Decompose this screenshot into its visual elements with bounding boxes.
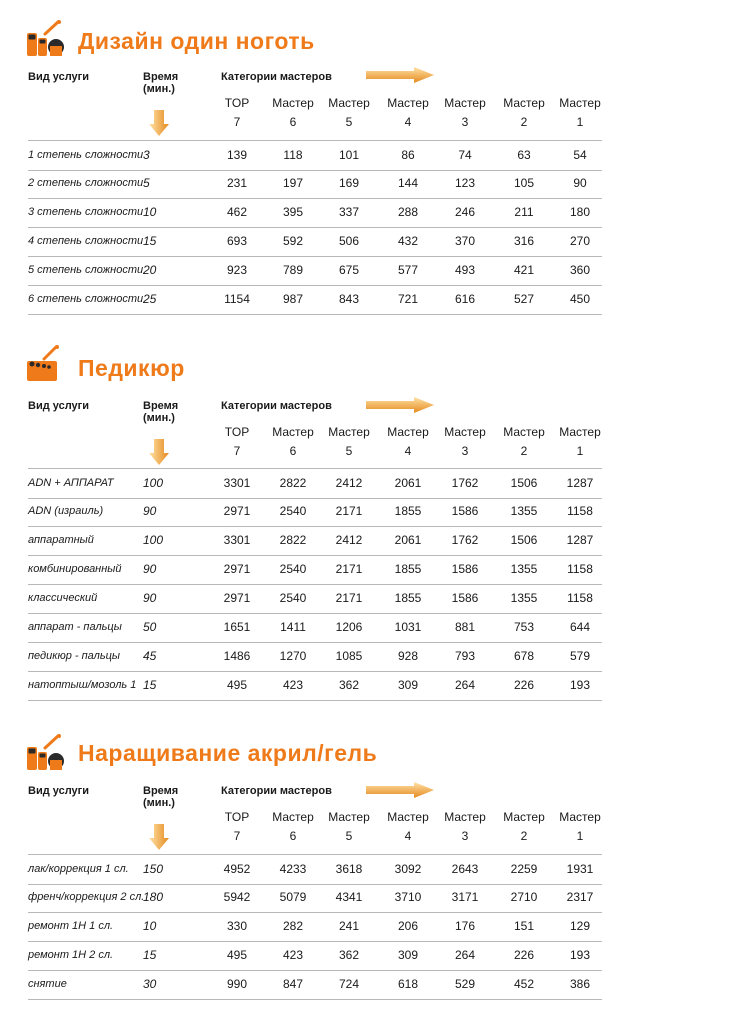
price-cell: 316 bbox=[513, 234, 535, 248]
service-name: снятие bbox=[28, 978, 67, 990]
price-cell: 753 bbox=[513, 620, 535, 634]
column-header-number: 1 bbox=[576, 115, 584, 129]
table-row bbox=[28, 140, 602, 171]
column-header-title: Мастер bbox=[272, 810, 314, 824]
price-cell: 1355 bbox=[510, 562, 538, 576]
service-name: френч/коррекция 2 сл. bbox=[28, 891, 145, 903]
price-cell: 1855 bbox=[394, 504, 422, 518]
table-row bbox=[28, 468, 602, 499]
service-time: 90 bbox=[143, 504, 157, 518]
price-cell: 246 bbox=[454, 205, 476, 219]
column-header-title: Мастер bbox=[328, 810, 370, 824]
price-cell: 2971 bbox=[223, 504, 251, 518]
price-cell: 264 bbox=[454, 678, 476, 692]
price-cell: 2061 bbox=[394, 533, 422, 547]
table-row bbox=[28, 256, 602, 286]
price-cell: 789 bbox=[282, 263, 304, 277]
column-header-number: 3 bbox=[461, 115, 469, 129]
service-time: 90 bbox=[143, 562, 157, 576]
service-time: 15 bbox=[143, 234, 157, 248]
price-cell: 5079 bbox=[279, 890, 307, 904]
price-cell: 226 bbox=[513, 678, 535, 692]
service-time: 25 bbox=[143, 292, 157, 306]
price-cell: 1355 bbox=[510, 504, 538, 518]
price-cell: 923 bbox=[226, 263, 248, 277]
price-cell: 2971 bbox=[223, 591, 251, 605]
price-cell: 2540 bbox=[279, 504, 307, 518]
column-header-number: 5 bbox=[345, 115, 353, 129]
column-header-number: 5 bbox=[345, 444, 353, 458]
header-service: Вид услуги bbox=[28, 785, 90, 797]
service-time: 3 bbox=[143, 148, 150, 162]
column-header-number: 5 bbox=[345, 829, 353, 843]
column-header-number: 1 bbox=[576, 444, 584, 458]
price-cell: 721 bbox=[397, 292, 419, 306]
arrow-down-icon bbox=[149, 439, 169, 465]
service-name: классический bbox=[28, 592, 98, 604]
column-header-title: Мастер bbox=[444, 96, 486, 110]
column-header-number: 3 bbox=[461, 829, 469, 843]
column-header-title: Мастер bbox=[503, 96, 545, 110]
price-cell: 1287 bbox=[566, 476, 594, 490]
service-name: 2 степень сложности bbox=[28, 177, 144, 189]
price-cell: 144 bbox=[397, 176, 419, 190]
price-cell: 3710 bbox=[394, 890, 422, 904]
table-row bbox=[28, 555, 602, 585]
service-time: 150 bbox=[143, 862, 164, 876]
price-cell: 529 bbox=[454, 977, 476, 991]
price-cell: 1154 bbox=[224, 292, 250, 306]
table-row bbox=[28, 169, 602, 199]
price-cell: 592 bbox=[282, 234, 304, 248]
header-time-line2: (мин.) bbox=[143, 83, 175, 95]
column-header-number: 2 bbox=[520, 829, 528, 843]
service-time: 15 bbox=[143, 948, 157, 962]
price-cell: 1031 bbox=[394, 620, 422, 634]
service-name: 4 степень сложности bbox=[28, 235, 144, 247]
price-cell: 1158 bbox=[567, 591, 593, 605]
column-header-title: Мастер bbox=[503, 425, 545, 439]
price-cell: 2540 bbox=[279, 591, 307, 605]
table-row bbox=[28, 941, 602, 971]
price-cell: 1158 bbox=[567, 504, 593, 518]
table-row bbox=[28, 285, 602, 315]
price-cell: 211 bbox=[514, 205, 534, 219]
nail-extension-icon bbox=[26, 734, 70, 770]
table-row bbox=[28, 912, 602, 942]
price-cell: 1762 bbox=[451, 533, 479, 547]
service-time: 5 bbox=[143, 176, 150, 190]
column-header-title: Мастер bbox=[559, 96, 601, 110]
column-header-title: Мастер bbox=[328, 425, 370, 439]
price-cell: 1287 bbox=[566, 533, 594, 547]
price-cell: 3618 bbox=[335, 862, 363, 876]
price-cell: 74 bbox=[458, 148, 472, 162]
column-header-title: Мастер bbox=[559, 425, 601, 439]
price-cell: 843 bbox=[338, 292, 360, 306]
service-name: ADN (израиль) bbox=[28, 505, 104, 517]
header-time-line2: (мин.) bbox=[143, 797, 175, 809]
column-header-number: 4 bbox=[404, 115, 412, 129]
header-time-line2: (мин.) bbox=[143, 412, 175, 424]
header-time-line1: Время bbox=[143, 71, 179, 83]
price-cell: 4341 bbox=[335, 890, 363, 904]
column-header-title: TOP bbox=[224, 96, 250, 110]
price-cell: 2822 bbox=[279, 476, 307, 490]
arrow-right-icon bbox=[366, 67, 434, 83]
price-cell: 129 bbox=[569, 919, 591, 933]
price-cell: 506 bbox=[338, 234, 360, 248]
price-cell: 3301 bbox=[223, 533, 251, 547]
price-cell: 2412 bbox=[335, 476, 363, 490]
column-header-title: Мастер bbox=[387, 810, 429, 824]
service-name: комбинированный bbox=[28, 563, 122, 575]
nail-design-icon bbox=[26, 20, 70, 56]
table-row bbox=[28, 584, 602, 614]
header-time bbox=[143, 71, 178, 95]
price-cell: 618 bbox=[397, 977, 419, 991]
header-service: Вид услуги bbox=[28, 71, 90, 83]
service-name: педикюр - пальцы bbox=[28, 650, 121, 662]
arrow-right-icon bbox=[366, 782, 434, 798]
column-header-title: TOP bbox=[224, 425, 250, 439]
price-cell: 1506 bbox=[510, 476, 538, 490]
column-header-number: 4 bbox=[404, 444, 412, 458]
section-title: Наращивание акрил/гель bbox=[78, 740, 378, 766]
price-cell: 579 bbox=[569, 649, 591, 663]
column-header-number: 7 bbox=[233, 444, 241, 458]
service-time: 20 bbox=[143, 263, 157, 277]
price-cell: 1411 bbox=[280, 620, 306, 634]
service-name: ремонт 1Н 2 сл. bbox=[28, 949, 114, 961]
price-cell: 2710 bbox=[510, 890, 538, 904]
column-header-title: Мастер bbox=[272, 425, 314, 439]
price-cell: 101 bbox=[338, 148, 360, 162]
price-cell: 2540 bbox=[279, 562, 307, 576]
service-name: 1 степень сложности bbox=[28, 149, 144, 161]
service-time: 10 bbox=[143, 205, 157, 219]
price-cell: 675 bbox=[338, 263, 360, 277]
header-categories: Категории мастеров bbox=[221, 71, 332, 83]
price-cell: 395 bbox=[282, 205, 304, 219]
price-cell: 3092 bbox=[394, 862, 422, 876]
price-cell: 644 bbox=[569, 620, 591, 634]
price-cell: 63 bbox=[517, 148, 531, 162]
column-header-title: TOP bbox=[224, 810, 250, 824]
price-cell: 1855 bbox=[394, 562, 422, 576]
price-cell: 2412 bbox=[335, 533, 363, 547]
price-cell: 330 bbox=[226, 919, 248, 933]
price-cell: 1206 bbox=[335, 620, 363, 634]
table-row bbox=[28, 854, 602, 885]
price-cell: 1762 bbox=[451, 476, 479, 490]
price-cell: 386 bbox=[569, 977, 591, 991]
price-cell: 616 bbox=[454, 292, 476, 306]
price-cell: 724 bbox=[338, 977, 360, 991]
price-cell: 462 bbox=[226, 205, 248, 219]
column-header-title: Мастер bbox=[444, 810, 486, 824]
service-time: 90 bbox=[143, 591, 157, 605]
table-row bbox=[28, 497, 602, 527]
column-header-number: 2 bbox=[520, 115, 528, 129]
price-cell: 193 bbox=[569, 948, 591, 962]
price-cell: 1586 bbox=[451, 562, 479, 576]
price-cell: 421 bbox=[513, 263, 535, 277]
column-header-title: Мастер bbox=[503, 810, 545, 824]
price-cell: 1085 bbox=[335, 649, 363, 663]
price-cell: 123 bbox=[454, 176, 476, 190]
price-cell: 2171 bbox=[335, 504, 363, 518]
price-cell: 452 bbox=[513, 977, 535, 991]
price-cell: 1486 bbox=[223, 649, 251, 663]
header-time-line1: Время bbox=[143, 400, 179, 412]
price-cell: 1855 bbox=[394, 591, 422, 605]
column-header-title: Мастер bbox=[444, 425, 486, 439]
column-header-number: 2 bbox=[520, 444, 528, 458]
price-cell: 206 bbox=[397, 919, 419, 933]
table-row bbox=[28, 642, 602, 672]
price-cell: 362 bbox=[338, 678, 360, 692]
service-name: ADN + АППАРАТ bbox=[28, 477, 114, 489]
service-time: 50 bbox=[143, 620, 157, 634]
arrow-down-icon bbox=[149, 110, 169, 136]
price-cell: 105 bbox=[513, 176, 535, 190]
price-cell: 493 bbox=[454, 263, 476, 277]
price-cell: 5942 bbox=[223, 890, 251, 904]
column-header-number: 6 bbox=[289, 829, 297, 843]
column-header-number: 1 bbox=[576, 829, 584, 843]
header-time-line1: Время bbox=[143, 785, 179, 797]
price-cell: 226 bbox=[513, 948, 535, 962]
arrow-down-icon bbox=[149, 824, 169, 850]
column-header-number: 6 bbox=[289, 115, 297, 129]
service-name: аппарат - пальцы bbox=[28, 621, 122, 633]
price-cell: 423 bbox=[282, 948, 304, 962]
service-time: 10 bbox=[143, 919, 157, 933]
column-header-number: 3 bbox=[461, 444, 469, 458]
price-cell: 4233 bbox=[279, 862, 307, 876]
column-header bbox=[545, 423, 615, 461]
price-cell: 2259 bbox=[510, 862, 538, 876]
price-cell: 282 bbox=[282, 919, 304, 933]
price-cell: 693 bbox=[226, 234, 248, 248]
price-cell: 3301 bbox=[223, 476, 251, 490]
column-header-title: Мастер bbox=[272, 96, 314, 110]
price-cell: 169 bbox=[338, 176, 360, 190]
column-header-number: 4 bbox=[404, 829, 412, 843]
price-cell: 1931 bbox=[566, 862, 594, 876]
price-cell: 928 bbox=[397, 649, 419, 663]
price-cell: 370 bbox=[454, 234, 476, 248]
price-cell: 288 bbox=[397, 205, 419, 219]
service-time: 30 bbox=[143, 977, 157, 991]
service-name: ремонт 1Н 1 сл. bbox=[28, 920, 114, 932]
service-time: 180 bbox=[143, 890, 164, 904]
price-cell: 1506 bbox=[510, 533, 538, 547]
table-row bbox=[28, 227, 602, 257]
price-cell: 4952 bbox=[223, 862, 251, 876]
arrow-right-icon bbox=[366, 397, 434, 413]
price-cell: 180 bbox=[569, 205, 591, 219]
price-cell: 2643 bbox=[451, 862, 479, 876]
price-cell: 54 bbox=[573, 148, 587, 162]
column-header-title: Мастер bbox=[387, 96, 429, 110]
price-cell: 987 bbox=[282, 292, 304, 306]
price-cell: 495 bbox=[226, 948, 248, 962]
column-header-title: Мастер bbox=[387, 425, 429, 439]
column-header-title: Мастер bbox=[559, 810, 601, 824]
header-time bbox=[143, 785, 178, 809]
column-header-number: 6 bbox=[289, 444, 297, 458]
header-categories: Категории мастеров bbox=[221, 400, 332, 412]
price-cell: 881 bbox=[454, 620, 476, 634]
price-cell: 2171 bbox=[335, 562, 363, 576]
service-name: натоптыш/мозоль 1 bbox=[28, 679, 137, 691]
price-cell: 1158 bbox=[567, 562, 593, 576]
price-cell: 1270 bbox=[279, 649, 307, 663]
price-cell: 2171 bbox=[335, 591, 363, 605]
service-time: 100 bbox=[143, 476, 164, 490]
service-name: 6 степень сложности bbox=[28, 293, 144, 305]
header-time bbox=[143, 400, 178, 424]
price-cell: 2971 bbox=[223, 562, 251, 576]
section-title: Педикюр bbox=[78, 355, 185, 381]
price-cell: 264 bbox=[454, 948, 476, 962]
price-cell: 2822 bbox=[279, 533, 307, 547]
price-cell: 527 bbox=[513, 292, 535, 306]
column-header-number: 7 bbox=[233, 829, 241, 843]
price-cell: 423 bbox=[282, 678, 304, 692]
price-cell: 1586 bbox=[451, 504, 479, 518]
price-cell: 577 bbox=[397, 263, 419, 277]
price-cell: 309 bbox=[397, 678, 419, 692]
price-cell: 118 bbox=[283, 148, 303, 162]
price-cell: 270 bbox=[569, 234, 591, 248]
column-header-number: 7 bbox=[233, 115, 241, 129]
pedicure-foot-icon bbox=[26, 345, 70, 381]
price-cell: 678 bbox=[513, 649, 535, 663]
service-time: 100 bbox=[143, 533, 164, 547]
price-cell: 847 bbox=[282, 977, 304, 991]
price-cell: 86 bbox=[401, 148, 415, 162]
price-cell: 2061 bbox=[394, 476, 422, 490]
table-row bbox=[28, 883, 602, 913]
price-cell: 231 bbox=[226, 176, 248, 190]
price-cell: 362 bbox=[338, 948, 360, 962]
price-cell: 360 bbox=[569, 263, 591, 277]
price-cell: 1651 bbox=[223, 620, 251, 634]
service-name: 5 степень сложности bbox=[28, 264, 144, 276]
column-header bbox=[545, 808, 615, 846]
price-cell: 241 bbox=[338, 919, 360, 933]
price-cell: 309 bbox=[397, 948, 419, 962]
price-cell: 450 bbox=[569, 292, 591, 306]
price-cell: 495 bbox=[226, 678, 248, 692]
price-cell: 1355 bbox=[510, 591, 538, 605]
service-name: лак/коррекция 1 сл. bbox=[28, 863, 129, 875]
table-row bbox=[28, 671, 602, 701]
price-cell: 197 bbox=[282, 176, 304, 190]
service-name: 3 степень сложности bbox=[28, 206, 144, 218]
price-cell: 793 bbox=[454, 649, 476, 663]
price-cell: 2317 bbox=[566, 890, 594, 904]
table-row bbox=[28, 970, 602, 1000]
header-service: Вид услуги bbox=[28, 400, 90, 412]
header-categories: Категории мастеров bbox=[221, 785, 332, 797]
price-cell: 990 bbox=[226, 977, 248, 991]
price-cell: 176 bbox=[454, 919, 476, 933]
price-cell: 151 bbox=[513, 919, 535, 933]
section-title: Дизайн один ноготь bbox=[78, 28, 315, 54]
price-cell: 432 bbox=[397, 234, 419, 248]
price-cell: 90 bbox=[573, 176, 587, 190]
table-row bbox=[28, 526, 602, 556]
service-time: 45 bbox=[143, 649, 157, 663]
price-cell: 193 bbox=[569, 678, 591, 692]
price-cell: 337 bbox=[338, 205, 360, 219]
price-cell: 3171 bbox=[451, 890, 479, 904]
table-row bbox=[28, 613, 602, 643]
table-row bbox=[28, 198, 602, 228]
service-time: 15 bbox=[143, 678, 157, 692]
service-name: аппаратный bbox=[28, 534, 94, 546]
column-header bbox=[545, 94, 615, 132]
column-header-title: Мастер bbox=[328, 96, 370, 110]
price-cell: 1586 bbox=[451, 591, 479, 605]
price-cell: 139 bbox=[226, 148, 248, 162]
